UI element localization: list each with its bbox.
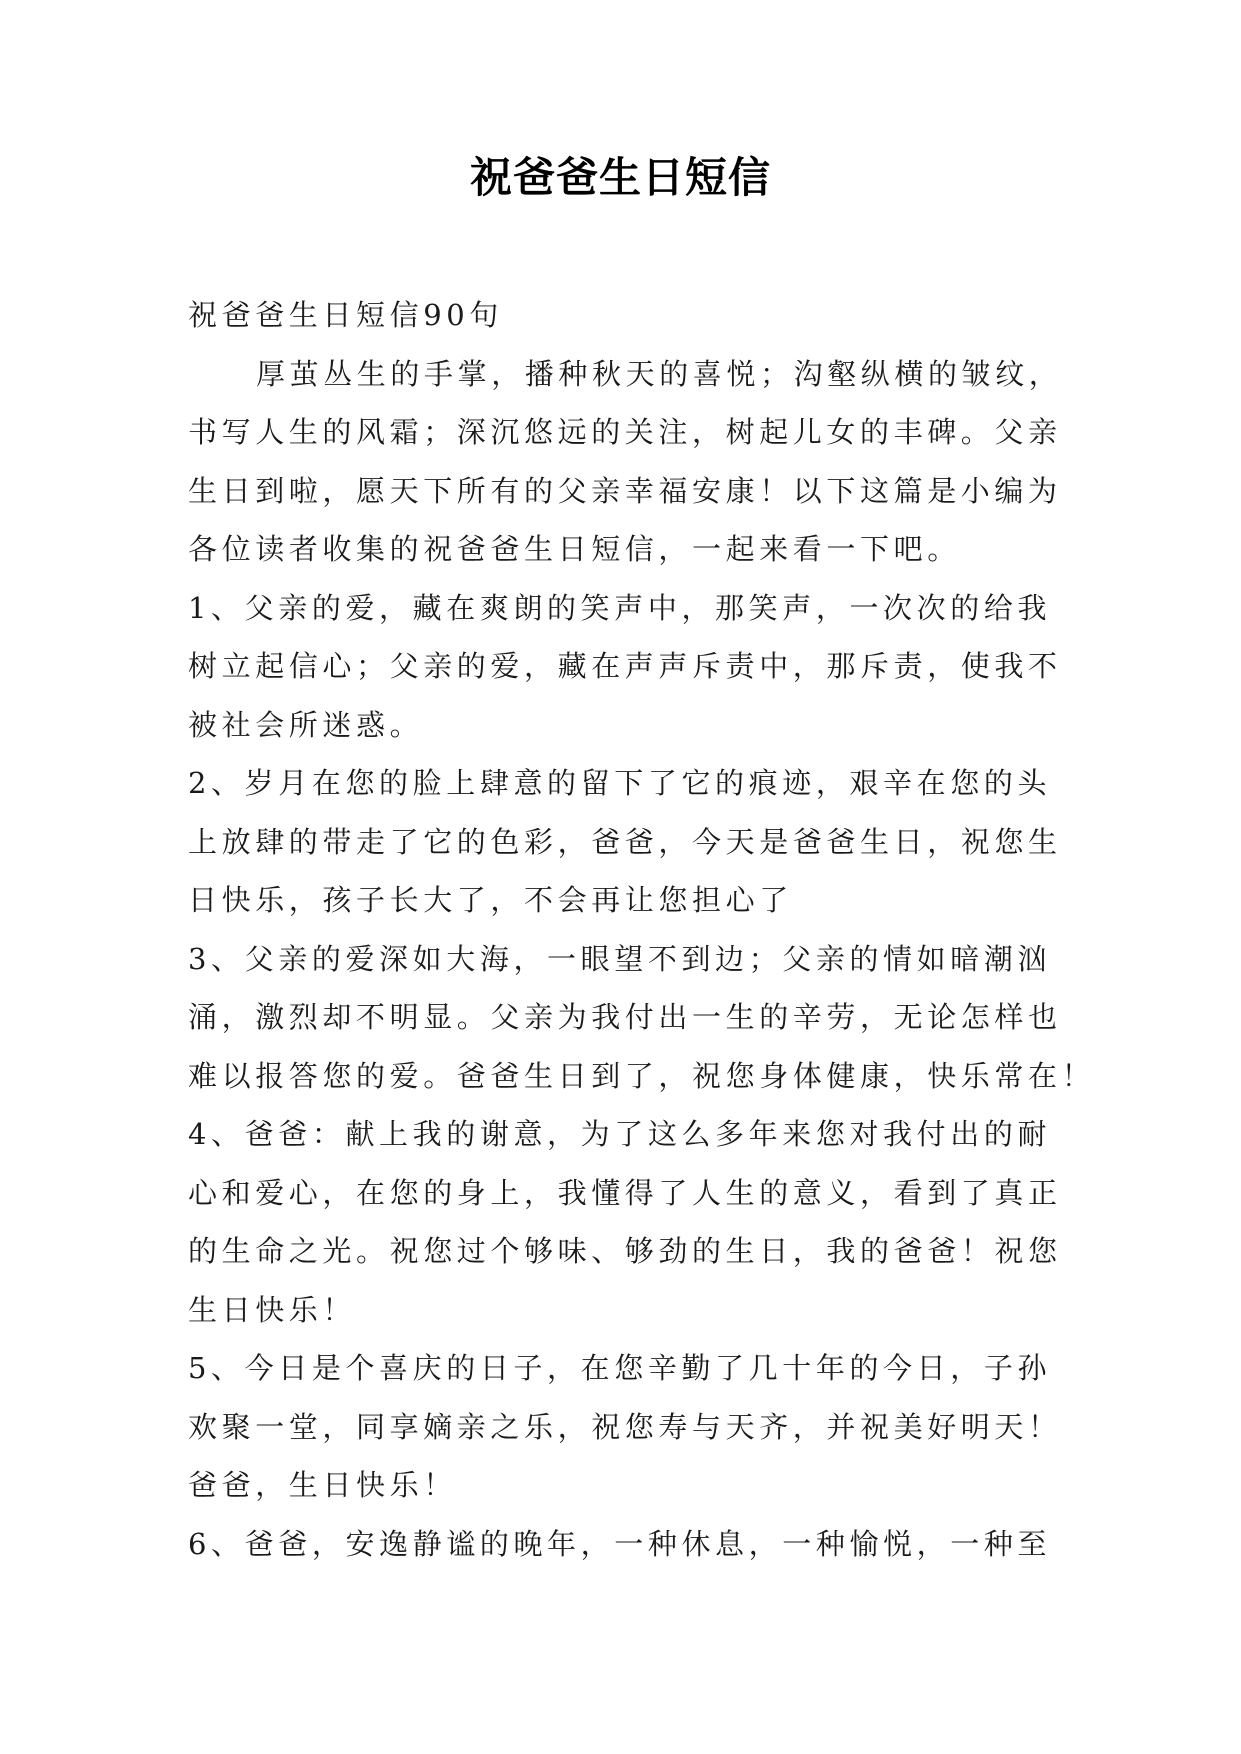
intro-line: 书写人生的风霜；深沉悠远的关注，树起儿女的丰碑。父亲 (188, 415, 1062, 449)
intro-line: 厚茧丛生的手掌，播种秋天的喜悦；沟壑纵横的皱纹， (256, 356, 1063, 391)
paragraph-line: 树立起信心；父亲的爱，藏在声声斥责中，那斥责，使我不 (188, 649, 1062, 683)
paragraph-line: 4、爸爸：献上我的谢意，为了这么多年来您对我付出的耐 (188, 1117, 1052, 1151)
intro-line: 各位读者收集的祝爸爸生日短信，一起来看一下吧。 (188, 532, 961, 566)
paragraph-line: 生日快乐！ (188, 1292, 357, 1327)
document-title: 祝爸爸生日短信 (469, 153, 771, 202)
subtitle-line: 祝爸爸生日短信90句 (188, 298, 503, 332)
paragraph-line: 1、父亲的爱，藏在爽朗的笑声中，那笑声，一次次的给我 (188, 590, 1052, 625)
paragraph-line: 3、父亲的爱深如大海，一眼望不到边；父亲的情如暗潮汹 (188, 941, 1052, 976)
paragraph-line: 欢聚一堂，同享嫡亲之乐，祝您寿与天齐，并祝美好明天！ (188, 1409, 1062, 1444)
paragraph-line: 上放肆的带走了它的色彩，爸爸，今天是爸爸生日，祝您生 (188, 824, 1062, 859)
intro-line: 生日到啦，愿天下所有的父亲幸福安康！以下这篇是小编为 (188, 473, 1062, 508)
paragraph-line: 日快乐，孩子长大了，不会再让您担心了 (188, 883, 793, 917)
paragraph-line: 2、岁月在您的脸上肆意的留下了它的痕迹，艰辛在您的头 (188, 766, 1052, 800)
paragraph-line: 涌，激烈却不明显。父亲为我付出一生的辛劳，无论怎样也 (188, 1000, 1062, 1034)
paragraph-line: 难以报答您的爱。爸爸生日到了，祝您身体健康，快乐常在！ (188, 1058, 1096, 1093)
document-body (188, 286, 1096, 1573)
paragraph-line: 心和爱心，在您的身上，我懂得了人生的意义，看到了真正 (188, 1175, 1062, 1210)
paragraph-line: 6、爸爸，安逸静谧的晚年，一种休息，一种愉悦，一种至 (188, 1526, 1052, 1561)
paragraph-line: 5、今日是个喜庆的日子，在您辛勤了几十年的今日，子孙 (188, 1351, 1052, 1385)
paragraph-line: 爸爸，生日快乐！ (188, 1468, 457, 1502)
paragraph-line: 被社会所迷惑。 (188, 707, 424, 742)
paragraph-line: 的生命之光。祝您过个够味、够劲的生日，我的爸爸！祝您 (188, 1234, 1062, 1268)
